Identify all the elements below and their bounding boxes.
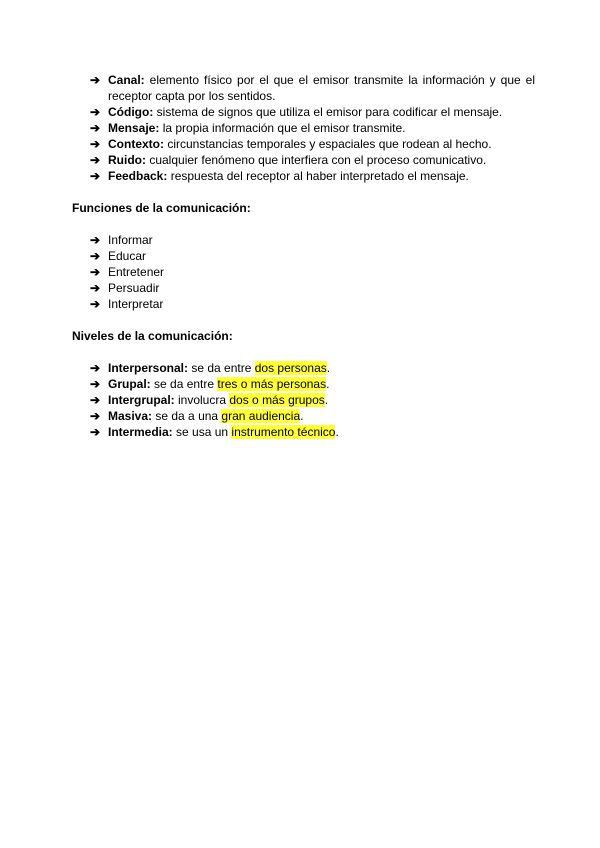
item-label: Entretener [108, 265, 165, 279]
arrow-right-icon: ➔ [90, 153, 101, 167]
term-description: la propia información que el emisor transmite. [159, 121, 406, 135]
term-label: Código: [108, 105, 154, 119]
item-label: Informar [108, 233, 153, 247]
sentence-end: . [326, 377, 330, 391]
item-label: Educar [108, 249, 147, 263]
term-label: Canal: [108, 73, 145, 87]
term-description: elemento físico por el que el emisor transmite la información y que el receptor capta por los sentidos. [108, 73, 535, 103]
term-description: cualquier fenómeno que interfiera con el proceso comunicativo. [146, 153, 487, 167]
term-label: Feedback: [108, 169, 168, 183]
list-item-mensaje [90, 120, 535, 136]
highlighted-text: instrumento técnico [231, 425, 336, 439]
highlighted-text: dos personas [254, 361, 327, 375]
term-description: se da entre [188, 361, 255, 375]
arrow-right-icon: ➔ [90, 105, 101, 119]
term-description: se da entre [150, 377, 218, 391]
arrow-right-icon: ➔ [90, 409, 101, 423]
term-description: sistema de signos que utiliza el emisor para codificar el mensaje. [153, 105, 503, 119]
sentence-end: . [300, 409, 304, 423]
arrow-right-icon: ➔ [90, 393, 101, 407]
list-item-intermedia [90, 424, 339, 440]
list-item-masiva [90, 408, 339, 424]
highlighted-text: tres o más personas [217, 377, 327, 391]
arrow-right-icon: ➔ [90, 377, 101, 391]
arrow-right-icon: ➔ [90, 121, 101, 135]
list-item-canal [90, 72, 535, 104]
arrow-right-icon: ➔ [90, 233, 101, 247]
item-label: Interpretar [108, 297, 164, 311]
niveles-list [90, 360, 339, 440]
funciones-list [90, 232, 164, 312]
term-label: Intergrupal: [108, 393, 175, 407]
highlighted-text: gran audiencia [221, 409, 301, 423]
term-description: circunstancias temporales y espaciales que rodean al hecho. [164, 137, 492, 151]
sentence-end: . [335, 425, 339, 439]
list-item-contexto [90, 136, 535, 152]
highlighted-text: dos o más grupos [229, 393, 325, 407]
arrow-right-icon: ➔ [90, 425, 101, 439]
elementos-list [90, 72, 535, 184]
term-label: Grupal: [108, 377, 151, 391]
arrow-right-icon: ➔ [90, 297, 101, 311]
arrow-right-icon: ➔ [90, 265, 101, 279]
list-item-interpersonal [90, 360, 339, 376]
arrow-right-icon: ➔ [90, 249, 101, 263]
sentence-end: . [326, 361, 331, 375]
niveles-heading: Niveles de la comunicación: [72, 329, 233, 343]
list-item-grupal [90, 376, 339, 392]
term-label: Mensaje: [108, 121, 160, 135]
list-item-codigo [90, 104, 535, 120]
sentence-end: . [324, 393, 329, 407]
list-item-informar [90, 232, 164, 248]
term-label: Ruido: [108, 153, 146, 167]
term-description: se da a una [152, 409, 222, 423]
funciones-heading: Funciones de la comunicación: [72, 201, 251, 215]
arrow-right-icon: ➔ [90, 281, 101, 295]
term-label: Masiva: [108, 409, 153, 423]
arrow-right-icon: ➔ [90, 361, 101, 375]
list-item-educar [90, 248, 164, 264]
list-item-persuadir [90, 280, 164, 296]
item-label: Persuadir [108, 281, 160, 295]
list-item-feedback [90, 168, 535, 184]
term-description: se usa un [172, 425, 232, 439]
term-description: involucra [174, 393, 230, 407]
arrow-right-icon: ➔ [90, 169, 101, 183]
list-item-interpretar [90, 296, 164, 312]
term-description: respuesta del receptor al haber interpretado el mensaje. [167, 169, 469, 183]
term-label: Contexto: [108, 137, 164, 151]
arrow-right-icon: ➔ [90, 73, 101, 87]
arrow-right-icon: ➔ [90, 137, 101, 151]
list-item-intergrupal [90, 392, 339, 408]
list-item-entretener [90, 264, 164, 280]
term-label: Intermedia: [108, 425, 173, 439]
list-item-ruido [90, 152, 535, 168]
term-label: Interpersonal: [108, 361, 189, 375]
